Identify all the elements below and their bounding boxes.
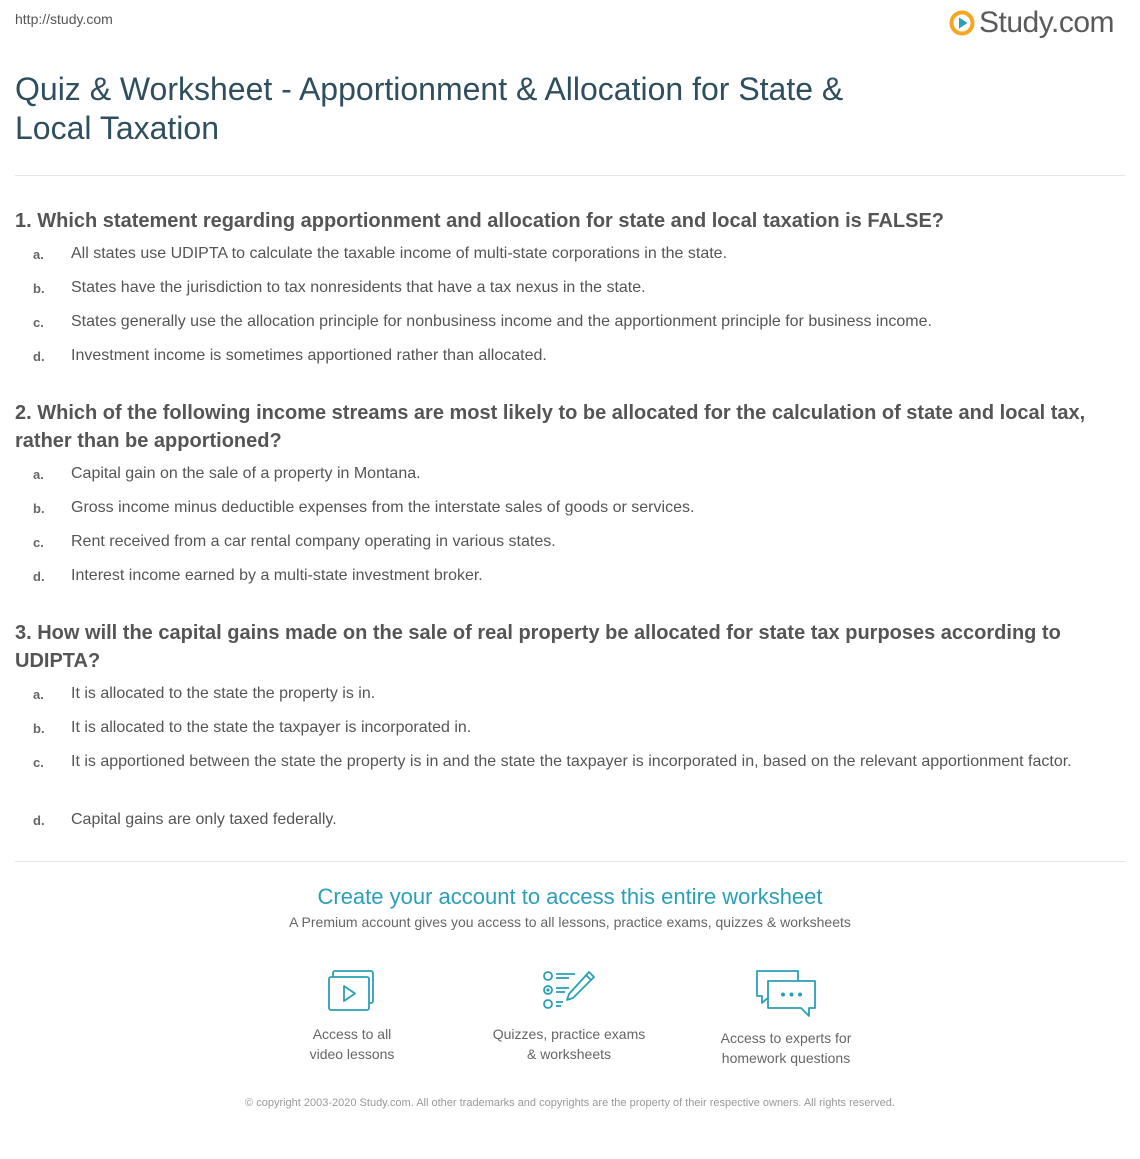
page-title: Quiz & Worksheet - Apportionment & Allocation for State & Local Taxation	[15, 71, 844, 146]
study-logo[interactable]	[949, 6, 1114, 40]
feature-label: Quizzes, practice exams	[492, 1026, 646, 1042]
option-letter: d.	[33, 349, 45, 364]
option-letter: a.	[33, 247, 44, 262]
feature-label: & worksheets	[526, 1046, 612, 1062]
option-text: All states use UDIPTA to calculate the taxable income of multi-state corporations in the state.	[71, 245, 728, 262]
copyright-footer: © copyright 2003-2020 Study.com. All other trademarks and copyrights are the property of their respective owners. All rights reserved.	[245, 1097, 895, 1109]
option-text: Gross income minus deductible expenses from the interstate sales of goods or services.	[71, 499, 695, 516]
create-account-link[interactable]: Create your account to access this entire worksheet	[317, 884, 823, 909]
question-1: 1. Which statement regarding apportionment and allocation for state and local taxation is FALSE?	[15, 210, 945, 232]
question-3: 3. How will the capital gains made on the sale of real property be allocated for state tax purposes according to UDIPTA?	[15, 622, 1061, 672]
option-letter: c.	[33, 315, 44, 330]
divider	[15, 861, 1125, 862]
option-letter: a.	[33, 687, 44, 702]
feature-label: video lessons	[309, 1046, 395, 1062]
logo-text: Study.com	[979, 6, 1114, 39]
feature-video-lessons	[262, 968, 442, 1064]
play-logo-icon	[949, 10, 975, 36]
option-text: It is allocated to the state the property is in.	[71, 685, 376, 702]
site-url[interactable]: http://study.com	[15, 11, 113, 27]
divider	[15, 175, 1125, 176]
option-letter: b.	[33, 501, 45, 516]
feature-label: Access to all	[312, 1026, 392, 1042]
option-text: States have the jurisdiction to tax nonresidents that have a tax nexus in the state.	[71, 279, 646, 296]
video-lessons-icon	[326, 968, 378, 1014]
option-letter: b.	[33, 281, 45, 296]
option-letter: c.	[33, 755, 44, 770]
feature-experts	[696, 968, 876, 1068]
option-text: Rent received from a car rental company operating in various states.	[71, 533, 556, 550]
option-text: Investment income is sometimes apportioned rather than allocated.	[71, 347, 547, 364]
option-letter: c.	[33, 535, 44, 550]
option-letter: a.	[33, 467, 44, 482]
option-text: States generally use the allocation principle for nonbusiness income and the apportionment principle for business income.	[71, 313, 932, 330]
quiz-checklist-icon	[541, 968, 597, 1014]
option-letter: d.	[33, 813, 45, 828]
option-text: Capital gains are only taxed federally.	[71, 811, 337, 828]
cta-subtitle: A Premium account gives you access to all lessons, practice exams, quizzes & worksheets	[289, 914, 851, 930]
option-text: Capital gain on the sale of a property in Montana.	[71, 465, 421, 482]
question-2: 2. Which of the following income streams are most likely to be allocated for the calculation of state and local tax, rather than be apportioned?	[15, 402, 1086, 452]
option-letter: d.	[33, 569, 45, 584]
option-text: It is apportioned between the state the property is in and the state the taxpayer is incorporated in, based on the relevant apportionment factor.	[71, 753, 1072, 770]
feature-label: Access to experts for	[720, 1030, 852, 1046]
option-letter: b.	[33, 721, 45, 736]
option-text: Interest income earned by a multi-state investment broker.	[71, 567, 483, 584]
option-text: It is allocated to the state the taxpayer is incorporated in.	[71, 719, 472, 736]
feature-quizzes	[479, 968, 659, 1064]
feature-label: homework questions	[721, 1050, 851, 1066]
chat-experts-icon	[754, 968, 818, 1018]
